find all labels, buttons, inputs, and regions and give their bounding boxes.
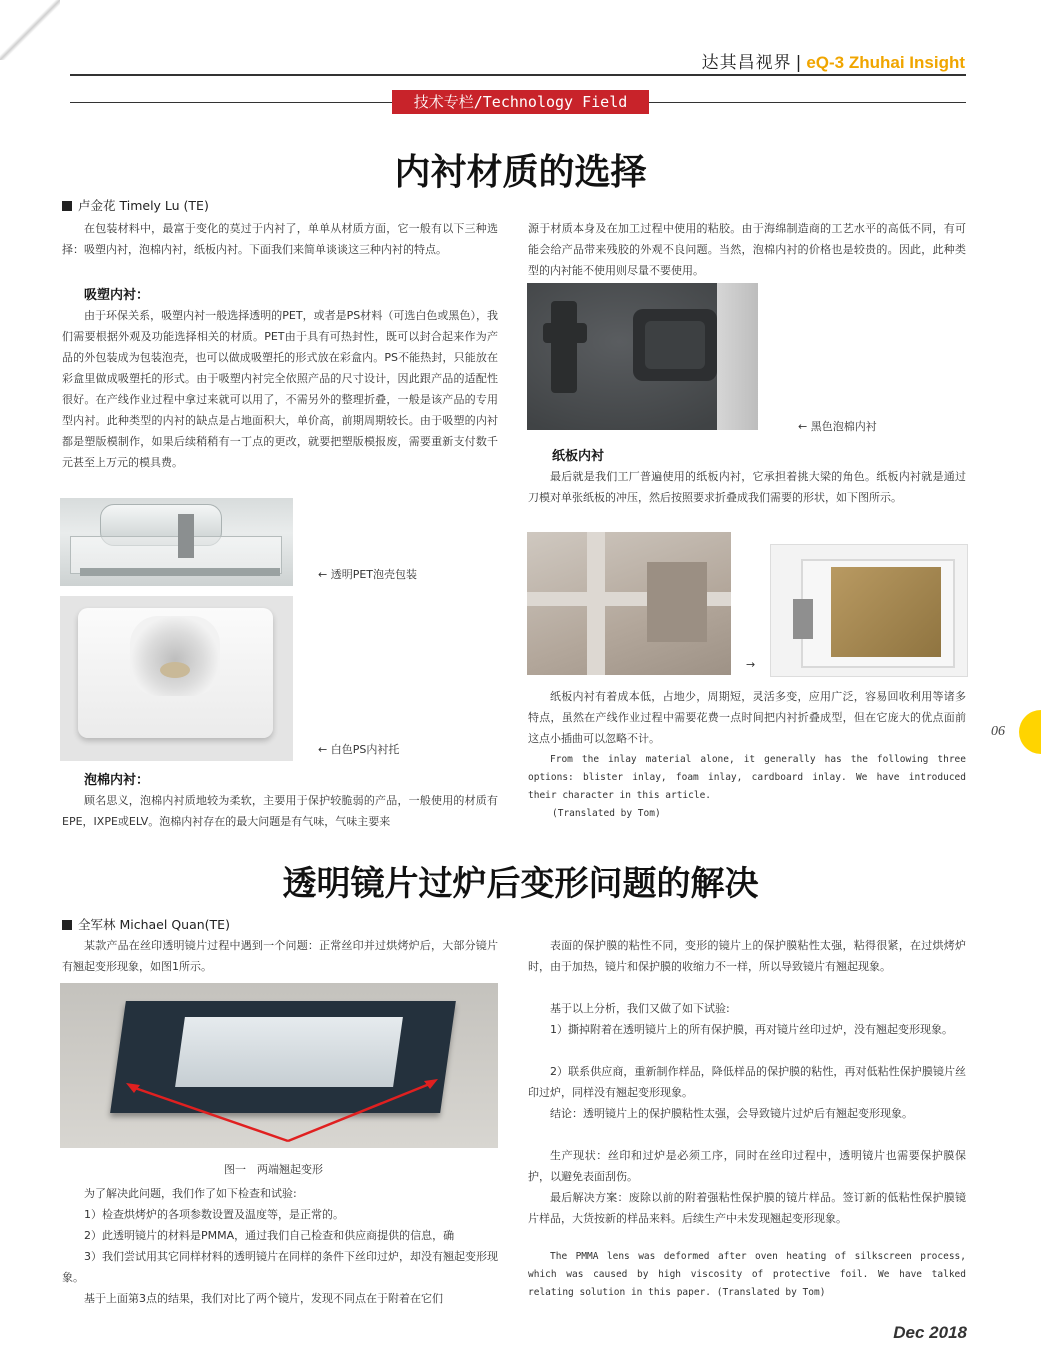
caption-foam: ← 黑色泡棉内衬 [798,420,877,433]
article2-author [62,915,230,933]
final-solution: 最后解决方案：废除以前的附着强粘性保护膜的镜片样品。签订新的低粘性保护膜镜片样品，大货按新的样品来料。后续生产中未发现翘起变形现象。 [528,1191,966,1225]
cardboard-blank-photo [527,532,731,675]
check-item-1: 1）检查烘烤炉的各项参数设置及温度等，是正常的。 [84,1208,344,1221]
check-item-2: 2）此透明镜片的材料是PMMA，通过我们自己检查和供应商提供的信息，确 [84,1229,455,1242]
article2-intro: 某款产品在丝印透明镜片过程中遇到一个问题：正常丝印并过烘烤炉后，大部分镜片有翘起变形现象，如图1所示。 [62,939,498,973]
article2-english-summary: The PMMA lens was deformed after oven heating of silkscreen process, which was caused by high viscosity of protective foil. We have talked relating solution in this paper. (Translated by Tom) [528,1251,966,1298]
analysis-text: 表面的保护膜的粘性不同，变形的镜片上的保护膜粘性太强，粘得很紧，在过烘烤炉时，由于加热，镜片和保护膜的收缩力不一样，所以导致镜片有翘起现象。 [528,939,966,973]
cardboard-heading: 纸板内衬 [552,449,605,464]
caption-ps: ← 白色PS内衬托 [318,743,400,756]
page-number-tab [1019,710,1041,754]
blister-text: 由于环保关系，吸塑内衬一般选择透明的PET，或者是PS材料（可选白色或黑色），我们需要根据外观及功能选择相关的材质。PET由于具有可热封性，既可以封合起来作为产品的外包装成为包装泡壳，也可以做成吸塑托的形式放在彩盒内。PS不能热封，只能放在彩盒里做成吸塑托的形式。由于吸塑内衬完全依照产品的尺寸设计，因此跟产品的适配性很好。在产线作业过程中拿过来就可以用了，不需另外的整理折叠，一般是该产品的专用型内衬。此种类型的内衬的缺点是占地面积大，单价高，前期周期较长。由于吸塑的内衬都是塑版模制作，如果后续稍稍有一丁点的更改，就要把塑版模报废，需要重新支付数千元甚至上万元的模具费。 [62,309,498,469]
check-item-3: 3）我们尝试用其它同样材料的透明镜片在同样的条件下丝印过炉，却没有翘起变形现象。 [62,1250,498,1284]
foam-text: 顾名思义，泡棉内衬质地较为柔软，主要用于保护较脆弱的产品，一般使用的材质有EPE，IXPE或ELV。泡棉内衬存在的最大问题是有气味，气味主要来 [62,794,498,828]
test-item-2: 2）联系供应商，重新制作样品，降低样品的保护膜的粘性，再对低粘性保护膜镜片丝印过炉，同样没有翘起变形现象。 [528,1065,966,1099]
article2-title: 透明镜片过炉后变形问题的解决 [282,864,759,904]
red-arrow-annotation [60,983,498,1148]
header-rule [70,74,966,76]
blister-heading: 吸塑内衬： [84,288,150,303]
cardboard-box-photo [770,544,968,677]
figure1-caption: 图一 两端翘起变形 [224,1163,323,1176]
article1-intro: 在包装材料中，最富于变化的莫过于内衬了，单单从材质方面，它一般有以下三种选择：吸塑内衬，泡棉内衬，纸板内衬。下面我们来简单谈谈这三种内衬的特点。 [62,222,498,256]
footer-date: Dec 2018 [893,1323,967,1342]
lens-deformation-photo [60,983,498,1148]
masthead-separator: | [795,53,803,73]
production-status: 生产现状：丝印和过炉是必须工序，同时在丝印过程中，透明镜片也需要保护膜保护，以避免表面刮伤。 [528,1149,966,1183]
foam-text-continued: 源于材质本身及在加工过程中使用的粘胶。由于海绵制造商的工艺水平的高低不同，有可能会给产品带来残胶的外观不良问题。当然，泡棉内衬的价格也是较贵的。因此，此种类型的内衬能不使用则尽量不要使用。 [528,222,966,277]
cardboard-arrow: → [746,658,756,671]
article1-title: 内衬材质的选择 [394,151,647,193]
magazine-masthead [702,48,965,73]
pet-blister-photo [60,498,293,586]
article1-author [62,196,209,214]
author-bullet-icon [62,920,72,930]
page-corner-fold [0,0,60,60]
article1-author-name: 卢金花 Timely Lu (TE) [78,198,209,213]
black-foam-photo [527,283,758,430]
article1-english-summary: From the inlay material alone, it generally has the following three options: blister inlay, foam inlay, cardboard inlay. We have introduced their character in this article. [528,754,966,801]
test-item-1: 1）撕掉附着在透明镜片上的所有保护膜，再对镜片丝印过炉，没有翘起变形现象。 [550,1023,953,1036]
cardboard-text: 最后就是我们工厂普遍使用的纸板内衬，它承担着挑大梁的角色。纸板内衬就是通过刀模对单张纸板的冲压，然后按照要求折叠成我们需要的形状，如下图所示。 [528,470,966,504]
check-intro: 为了解决此问题，我们作了如下检查和试验: [84,1187,297,1200]
magazine-name-en: eQ-3 Zhuhai Insight [806,53,965,72]
author-bullet-icon [62,201,72,211]
section-badge: 技术专栏/Technology Field [392,90,649,114]
test-intro: 基于以上分析，我们又做了如下试验: [550,1002,730,1015]
article1-translated-by: (Translated by Tom) [552,808,661,819]
check-item-4: 基于上面第3点的结果，我们对比了两个镜片，发现不同点在于附着在它们 [84,1292,443,1305]
ps-tray-photo [60,596,293,761]
conclusion: 结论：透明镜片上的保护膜粘性太强，会导致镜片过炉后有翘起变形现象。 [550,1107,913,1120]
article2-author-name: 全军林 Michael Quan(TE) [78,917,230,932]
page-number: 06 [991,724,1005,739]
cardboard-text-2: 纸板内衬有着成本低，占地少，周期短，灵活多变，应用广泛，容易回收利用等诸多特点，虽然在产线作业过程中需要花费一点时间把内衬折叠成型，但在它庞大的优点面前这点小插曲可以忽略不计。 [528,690,966,745]
magazine-name-cn: 达其昌视界 [701,53,792,73]
caption-pet: ← 透明PET泡壳包装 [318,568,418,581]
foam-heading: 泡棉内衬： [84,773,150,788]
